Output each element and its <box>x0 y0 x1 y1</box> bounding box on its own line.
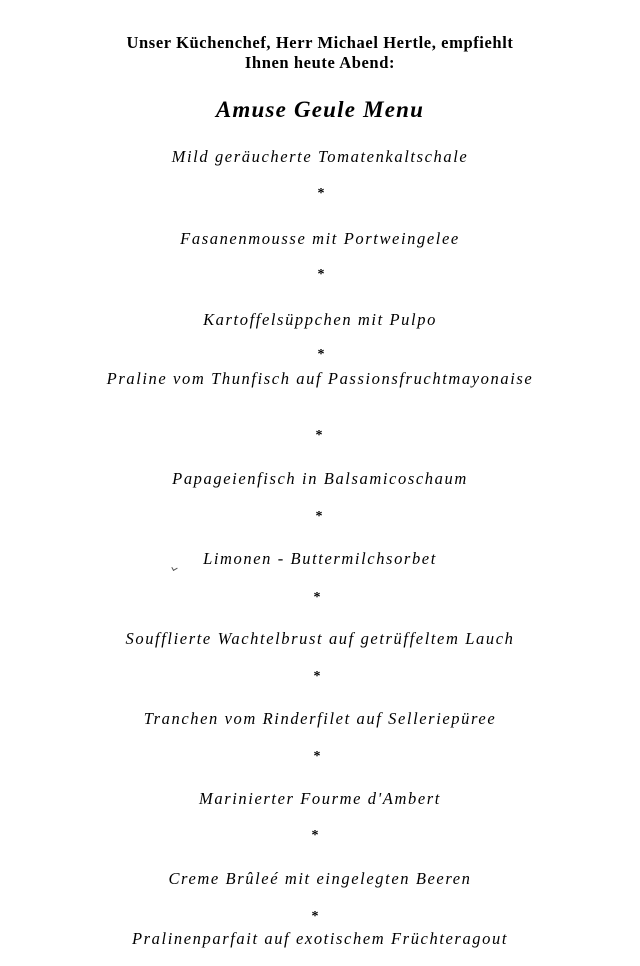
menu-title: Amuse Geule Menu <box>215 97 425 122</box>
separator-star: * <box>315 428 323 443</box>
separator-star: * <box>315 509 323 524</box>
intro-line-2: Ihnen heute Abend: <box>244 53 396 72</box>
separator-star: * <box>313 590 321 605</box>
menu-item: Praline vom Thunfisch auf Passionsfruchtmayonaise <box>106 369 534 388</box>
menu-item: Papageienfisch in Balsamicoschaum <box>172 469 468 488</box>
separator-star: * <box>313 669 321 684</box>
menu-item: Creme Brûleé mit eingelegten Beeren <box>168 869 472 888</box>
menu-item: Limonen - Buttermilchsorbet <box>203 549 437 568</box>
menu-item: Fasanenmousse mit Portweingelee <box>180 229 460 248</box>
menu-item: Marinierter Fourme d'Ambert <box>199 789 441 808</box>
intro-line-1: Unser Küchenchef, Herr Michael Hertle, empfiehlt <box>126 33 514 52</box>
menu-item: Mild geräucherte Tomatenkaltschale <box>171 147 469 166</box>
menu-item: Pralinenparfait auf exotischem Früchteragout <box>131 929 509 948</box>
menu-item: Kartoffelsüppchen mit Pulpo <box>203 310 437 329</box>
menu-item: Tranchen vom Rinderfilet auf Selleriepüree <box>143 709 497 728</box>
separator-star: * <box>311 828 319 843</box>
menu-item: Soufflierte Wachtelbrust auf getrüffeltem Lauch <box>125 629 515 648</box>
separator-star: * <box>317 347 325 362</box>
separator-star: * <box>313 749 321 764</box>
separator-star: * <box>317 186 325 201</box>
separator-star: * <box>311 909 319 924</box>
separator-star: * <box>317 267 325 282</box>
